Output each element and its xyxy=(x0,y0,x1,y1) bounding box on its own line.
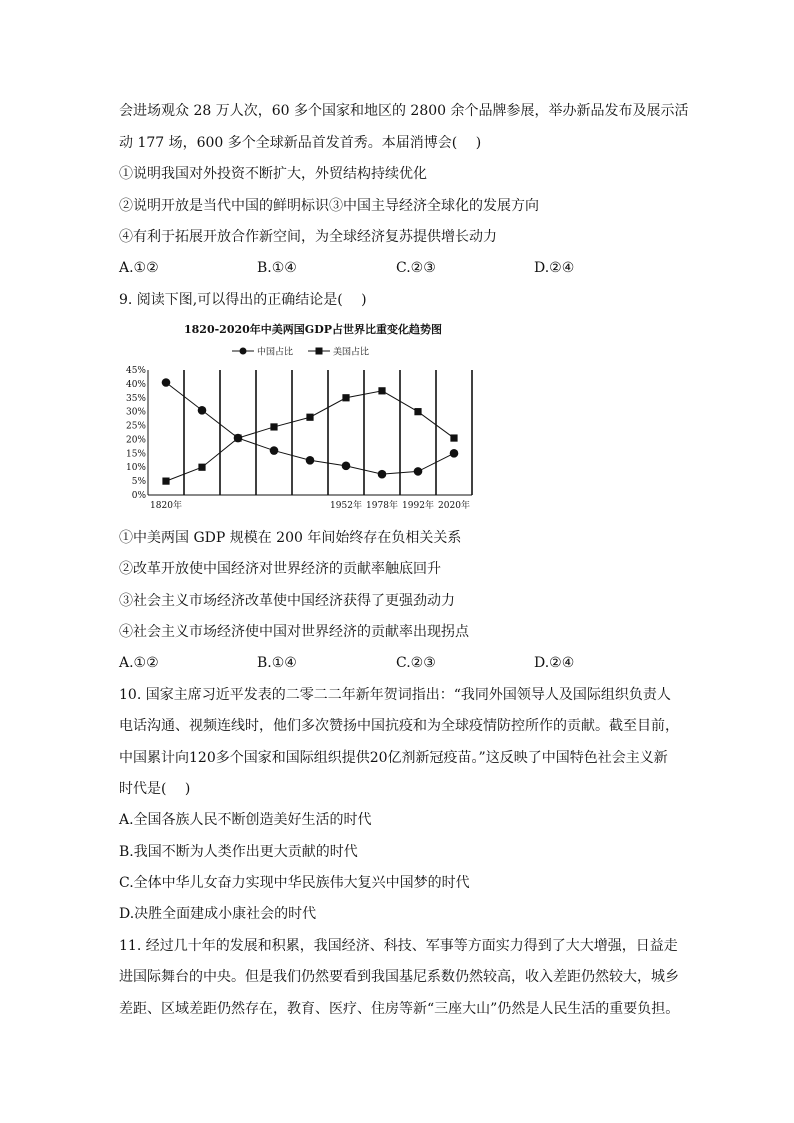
y-tick-label-8: 40% xyxy=(125,379,146,390)
us-point-1 xyxy=(198,464,205,471)
q10-option-a[interactable]: A.全国各族人民不断创造美好生活的时代 xyxy=(119,812,372,828)
q9-options xyxy=(119,653,679,673)
q9-option-d[interactable]: D.②④ xyxy=(534,655,575,671)
chart-y-axis xyxy=(126,366,146,501)
chart-series xyxy=(162,378,459,485)
x-tick-label-0: 1820年 xyxy=(150,501,182,511)
us-point-0 xyxy=(162,478,169,485)
china-point-8 xyxy=(450,449,459,458)
q8-option-a[interactable]: A.①② xyxy=(119,260,159,276)
y-tick-label-0: 0% xyxy=(131,491,146,501)
legend-label-1: 美国占比 xyxy=(333,347,370,358)
q11-text-line-2: 进国际舞台的中央。但是我们仍然要看到我国基尼系数仍然较高，收入差距仍然较大，城乡 xyxy=(119,969,679,985)
legend-marker-circle xyxy=(240,348,247,355)
q11-text-line-1: 11. 经过几十年的发展和积累，我国经济、科技、军事等方面实力得到了大大增强，日益走 xyxy=(119,938,678,954)
y-tick-label-5: 25% xyxy=(125,421,146,432)
legend-marker-square xyxy=(316,348,323,355)
q8-text-line-2: 动 177 场，600 多个全球新品首发首秀。本届消博会( ) xyxy=(119,135,482,151)
china-point-4 xyxy=(306,456,315,465)
us-point-6 xyxy=(378,387,385,394)
y-tick-label-2: 10% xyxy=(125,463,146,474)
us-point-5 xyxy=(342,394,349,401)
y-tick-label-1: 5% xyxy=(131,477,146,488)
china-point-6 xyxy=(378,470,387,479)
q9-statement-2: ②改革开放使中国经济对世界经济的贡献率触底回升 xyxy=(119,561,441,577)
q11-text-line-3: 差距、区域差距仍然存在，教育、医疗、住房等新“三座大山”仍然是人民生活的重要负担。 xyxy=(119,1001,680,1017)
q8-text-line-1: 会进场观众 28 万人次，60 多个国家和地区的 2800 余个品牌参展，举办新品发布及展示活 xyxy=(119,103,689,119)
china-point-3 xyxy=(270,446,279,455)
x-tick-label-3: 1992年 xyxy=(402,501,434,511)
us-point-4 xyxy=(306,414,313,421)
q8-option-d[interactable]: D.②④ xyxy=(534,260,575,276)
china-point-5 xyxy=(342,462,351,471)
q10-option-d[interactable]: D.决胜全面建成小康社会的时代 xyxy=(119,906,317,922)
q10-option-c[interactable]: C.全体中华儿女奋力实现中华民族伟大复兴中国梦的时代 xyxy=(119,875,470,891)
q9-stem: 9. 阅读下图,可以得出的正确结论是( ) xyxy=(119,292,367,308)
legend-label-0: 中国占比 xyxy=(257,347,294,358)
q9-statement-3: ③社会主义市场经济改革使中国经济获得了更强劲动力 xyxy=(119,593,455,609)
chart-title: 1820-2020年中美两国GDP占世界比重变化趋势图 xyxy=(184,323,442,336)
china-point-1 xyxy=(198,406,207,415)
q10-text-line-4: 时代是( ) xyxy=(119,781,191,797)
q9-statement-4: ④社会主义市场经济使中国对世界经济的贡献率出现拐点 xyxy=(119,624,469,640)
q10-text-line-1: 10. 国家主席习近平发表的二零二二年新年贺词指出：“我同外国领导人及国际组织负责人 xyxy=(119,687,671,703)
china-point-0 xyxy=(162,378,171,387)
q8-options xyxy=(119,258,679,278)
q10-text-line-2: 电话沟通、视频连线时，他们多次赞扬中国抗疫和为全球疫情防控所作的贡献。截至目前， xyxy=(119,718,679,734)
y-tick-label-9: 45% xyxy=(125,366,146,376)
chart-legend xyxy=(232,346,369,358)
x-tick-label-1: 1952年 xyxy=(330,501,362,511)
q8-option-c[interactable]: C.②③ xyxy=(396,260,436,276)
chart-grid xyxy=(148,370,472,495)
y-tick-label-6: 30% xyxy=(125,407,146,418)
us-point-7 xyxy=(414,408,421,415)
chart-x-axis xyxy=(150,499,470,511)
x-tick-label-4: 2020年 xyxy=(438,501,470,511)
q9-statement-1: ①中美两国 GDP 规模在 200 年间始终存在负相关关系 xyxy=(119,530,462,546)
q8-statement-1: ①说明我国对外投资不断扩大，外贸结构持续优化 xyxy=(119,166,427,182)
series-line-1 xyxy=(166,391,454,481)
q9-option-c[interactable]: C.②③ xyxy=(396,655,436,671)
q10-option-b[interactable]: B.我国不断为人类作出更大贡献的时代 xyxy=(119,844,358,860)
q8-statement-2-3: ②说明开放是当代中国的鲜明标识③中国主导经济全球化的发展方向 xyxy=(119,198,539,214)
us-point-8 xyxy=(450,434,457,441)
y-tick-label-3: 15% xyxy=(125,449,146,460)
y-tick-label-4: 20% xyxy=(125,435,146,446)
x-tick-label-2: 1978年 xyxy=(366,501,398,511)
q9-option-a[interactable]: A.①② xyxy=(119,655,159,671)
gdp-share-chart xyxy=(120,318,476,514)
q9-option-b[interactable]: B.①④ xyxy=(257,655,297,671)
q10-text-line-3: 中国累计向120多个国家和国际组织提供20亿剂新冠疫苗。”这反映了中国特色社会主义新 xyxy=(119,750,668,766)
us-point-2 xyxy=(234,434,241,441)
q8-option-b[interactable]: B.①④ xyxy=(257,260,297,276)
china-point-7 xyxy=(414,467,423,476)
q8-statement-4: ④有利于拓展开放合作新空间，为全球经济复苏提供增长动力 xyxy=(119,229,497,245)
y-tick-label-7: 35% xyxy=(125,393,146,404)
us-point-3 xyxy=(270,423,277,430)
